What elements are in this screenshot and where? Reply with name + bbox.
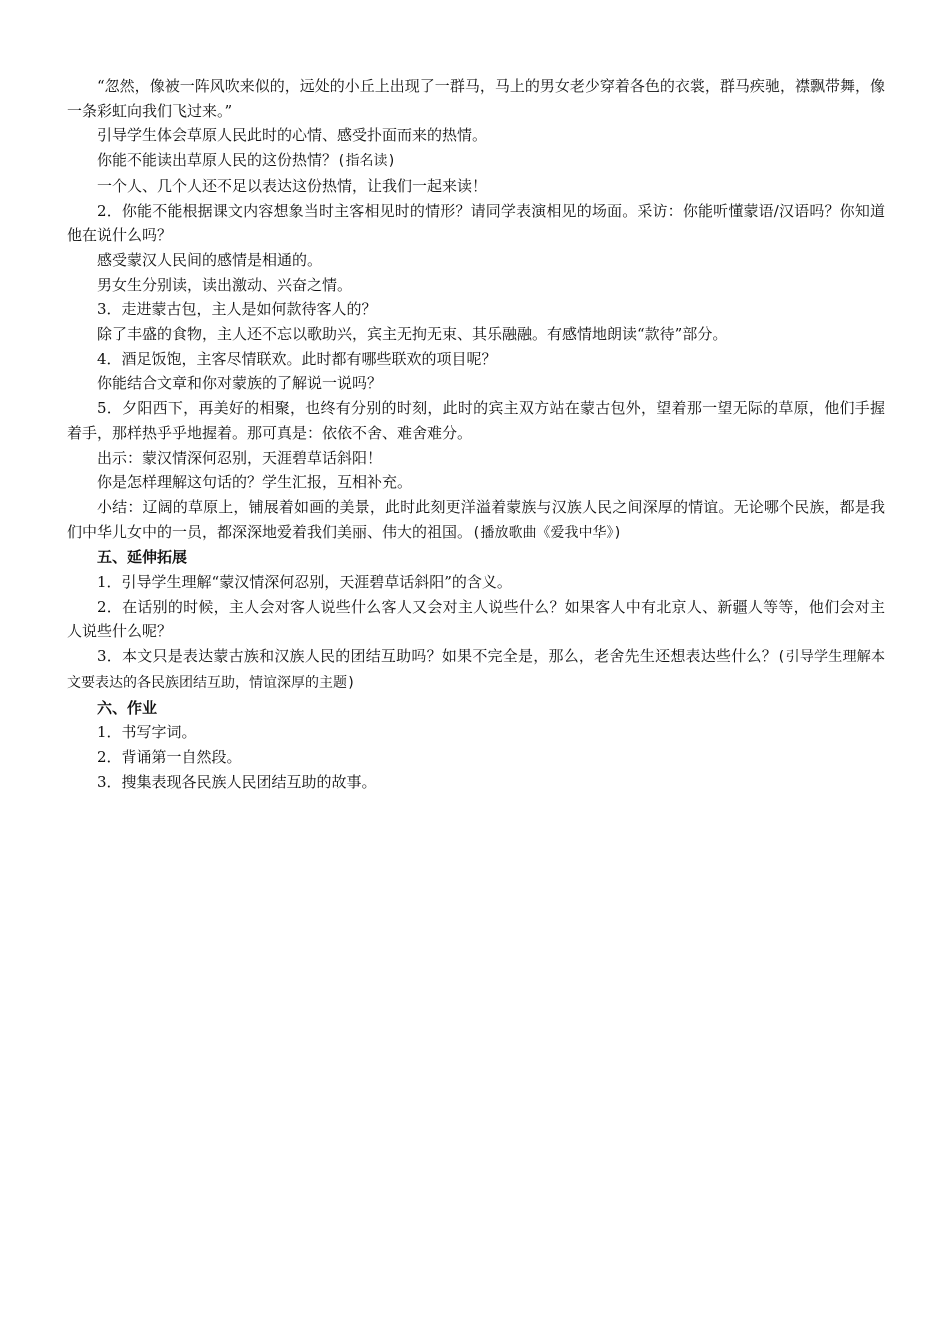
section-heading-text: 六、作业: [97, 698, 158, 717]
paragraph-text: 2．背诵第一自然段。: [97, 747, 242, 766]
paragraph-text: 引导学生体会草原人民此时的心情、感受扑面而来的热情。: [97, 126, 488, 145]
paragraph-text: “忽然，像被一阵风吹来似的，远处的小丘上出现了一群马，马上的男女老少穿着各色的衣裳，群马疾驰，襟飘带舞，像一条彩虹向我们飞过来。”: [67, 77, 885, 120]
paragraph-text: 小结：辽阔的草原上，铺展着如画的美景，此时此刻更洋溢着蒙族与汉族人民之间深厚的情谊。无论哪个民族，都是我们中华儿女中的一员，都深深地爱着我们美丽、伟大的祖国。: [67, 497, 885, 541]
section-heading: [67, 545, 885, 570]
paragraph: [67, 74, 885, 123]
paragraph: [67, 199, 885, 248]
paragraph: [67, 148, 885, 174]
paragraph: [67, 248, 885, 273]
paragraph-text: 你能结合文章和你对蒙族的了解说一说吗？: [97, 374, 383, 393]
paragraph-text: 2．你能不能根据课文内容想象当时主客相见时的情形？请同学表演相见的场面。采访：你能听懂蒙语/汉语吗？你知道他在说什么吗？: [67, 201, 885, 245]
paragraph: [67, 770, 885, 795]
paragraph: [67, 273, 885, 298]
document-page: [67, 74, 885, 794]
paragraph: [67, 297, 885, 322]
paragraph: [67, 745, 885, 770]
paragraph-text: 男女生分别读，读出激动、兴奋之情。: [97, 275, 353, 294]
paragraph-text: 1．书写字词。: [97, 723, 197, 742]
paragraph: [67, 470, 885, 495]
paragraph: [67, 322, 885, 347]
paragraph: [67, 123, 885, 148]
paragraph-text: 3．走进蒙古包，主人是如何款待客人的？: [97, 300, 377, 319]
paragraph: [67, 347, 885, 372]
paragraph: [67, 570, 885, 595]
paragraph-text: 3．搜集表现各民族人民团结互助的故事。: [97, 772, 377, 791]
paragraph: [67, 371, 885, 396]
paragraph: [67, 720, 885, 745]
paragraph: [67, 174, 885, 199]
paragraph-text: 2．在话别的时候，主人会对客人说些什么客人又会对主人说些什么？如果客人中有北京人、新疆人等等，他们会对主人说些什么呢？: [67, 597, 885, 641]
paragraph-note: (指名读): [337, 153, 396, 170]
paragraph: [67, 595, 885, 644]
paragraph: [67, 446, 885, 471]
paragraph-text: 4．酒足饭饱，主客尽情联欢。此时都有哪些联欢的项目呢？: [97, 349, 497, 368]
section-heading-text: 五、延伸拓展: [97, 548, 188, 567]
paragraph: [67, 396, 885, 445]
paragraph-text: 5．夕阳西下，再美好的相聚，也终有分别的时刻，此时的宾主双方站在蒙古包外，望着那一望无际的草原，他们手握着手，那样热乎乎地握着。那可真是：依依不舍、难舍难分。: [67, 399, 885, 442]
paragraph: [67, 644, 885, 695]
paragraph-text: 出示：蒙汉情深何忍别，天涯碧草话斜阳！: [97, 448, 383, 467]
paragraph-text: 你是怎样理解这句话的？学生汇报，互相补充。: [97, 473, 413, 492]
section-heading: [67, 696, 885, 721]
paragraph-text: 感受蒙汉人民间的感情是相通的。: [97, 250, 323, 269]
paragraph-note: (播放歌曲《爱我中华》): [472, 524, 622, 541]
paragraph-note: (引导学生理解本文要表达的各民族团结互助，情谊深厚的主题): [67, 649, 885, 691]
paragraph: [67, 495, 885, 545]
paragraph-text: 你能不能读出草原人民的这份热情？: [97, 151, 338, 170]
paragraph-text: 3．本文只是表达蒙古族和汉族人民的团结互助吗？如果不完全是，那么，老舍先生还想表达些什么？: [97, 647, 777, 666]
paragraph-text: 除了丰盛的食物，主人还不忘以歌助兴，宾主无拘无束、其乐融融。有感情地朗读“款待”部分。: [97, 325, 728, 344]
paragraph-text: 1．引导学生理解“蒙汉情深何忍别，天涯碧草话斜阳”的含义。: [97, 573, 512, 592]
paragraph-text: 一个人、几个人还不足以表达这份热情，让我们一起来读！: [97, 176, 488, 195]
